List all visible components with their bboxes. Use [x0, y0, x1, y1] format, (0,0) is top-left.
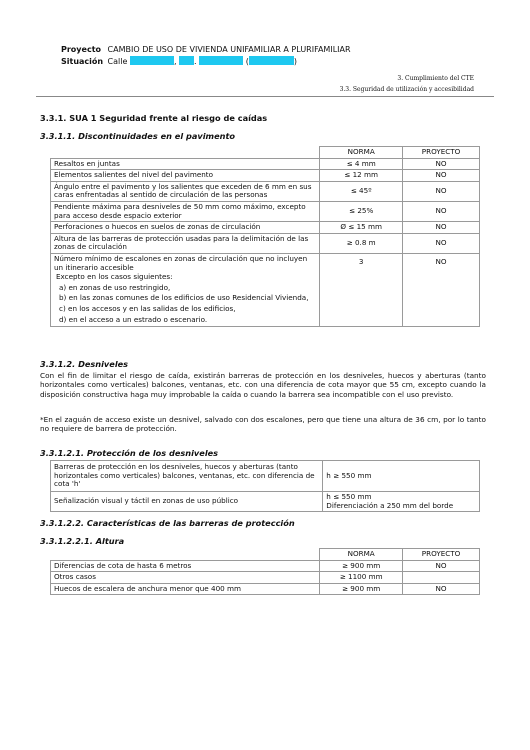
table-row	[51, 181, 480, 201]
running-head-chapter: 3. Cumplimiento del CTE	[397, 75, 474, 82]
redacted-street	[130, 56, 174, 65]
row-value-line: h ≤ 550 mm	[326, 492, 372, 501]
row-label: Elementos salientes del nivel del pavimento	[51, 170, 320, 182]
row-norma: ≤ 25%	[320, 201, 403, 221]
situacion-label: Situación	[61, 57, 104, 66]
subsection-title-discontinuidades: 3.3.1.1. Discontinuidades en el pavimento	[40, 131, 235, 141]
document-header	[61, 44, 351, 68]
row-label: Perforaciones o huecos en suelos de zonas de circulación	[51, 222, 320, 234]
table-row	[51, 560, 480, 572]
exceptions-intro: Excepto en los casos siguientes:	[56, 272, 173, 282]
proyecto-value: CAMBIO DE USO DE VIVIENDA UNIFAMILIAR A PLURIFAMILIAR	[107, 45, 351, 54]
separator: .	[194, 57, 197, 66]
table-row	[51, 492, 480, 512]
table-row	[51, 572, 480, 584]
table-row	[51, 170, 480, 182]
section-title: 3.3.1. SUA 1 Seguridad frente al riesgo de caídas	[40, 113, 268, 123]
table-header-empty	[51, 549, 320, 561]
proyecto-label: Proyecto	[61, 45, 102, 54]
paragraph-desniveles: Con el fin de limitar el riesgo de caída, existirán barreras de protección en los desniveles, huecos y aberturas (tanto horizontales como verticales) balcones, ventanas, etc. con una diferencia de cota mayor que 55 cm, excepto cuando la disposición constructiva haga muy improbable la caída o cuando la barrera sea incompatible con el uso previsto.	[40, 371, 486, 399]
row-proyecto: NO	[403, 170, 480, 182]
row-proyecto: NO	[403, 222, 480, 234]
column-header-norma: NORMA	[320, 147, 403, 159]
table-row	[51, 253, 480, 326]
row-norma: ≥ 0.8 m	[320, 233, 403, 253]
column-header-norma: NORMA	[320, 549, 403, 561]
row-norma: ≤ 45º	[320, 181, 403, 201]
row-label: Huecos de escalera de anchura menor que 400 mm	[51, 583, 320, 595]
subsection-title-proteccion: 3.3.1.2.1. Protección de los desniveles	[40, 448, 219, 458]
row-norma: ≥ 1100 mm	[320, 572, 403, 584]
exception-item: d) en el acceso a un estrado o escenario.	[59, 314, 208, 324]
paragraph-zaguan-note: *En el zaguán de acceso existe un desnivel, salvado con dos escalones, pero que tiene una altura de 36 cm, por lo tanto no requiere de barrera de protección.	[40, 415, 486, 434]
exception-item: b) en las zonas comunes de los edificios de uso Residencial Vivienda,	[59, 293, 309, 303]
table-row	[51, 222, 480, 234]
exception-item: a) en zonas de uso restringido,	[59, 282, 171, 292]
paren-open: (	[245, 57, 249, 66]
subsection-title-altura: 3.3.1.2.2.1. Altura	[40, 536, 125, 546]
column-header-proyecto: PROYECTO	[403, 147, 480, 159]
table-row	[51, 461, 480, 492]
redacted-number	[179, 56, 194, 65]
row-value-line: Diferenciación a 250 mm del borde	[326, 500, 454, 510]
row-norma: ≥ 900 mm	[320, 560, 403, 572]
row-norma: ≤ 12 mm	[320, 170, 403, 182]
row-label: Señalización visual y táctil en zonas de uso público	[51, 492, 323, 512]
row-proyecto: NO	[403, 181, 480, 201]
row-label: Pendiente máxima para desniveles de 50 mm como máximo, excepto para acceso desde espacio exterior	[51, 201, 320, 221]
table-proteccion	[50, 460, 480, 512]
table-header-empty	[51, 147, 320, 159]
header-divider	[36, 96, 494, 97]
column-header-proyecto: PROYECTO	[403, 549, 480, 561]
row-value	[323, 492, 480, 512]
table-row	[51, 201, 480, 221]
row-value: h ≥ 550 mm	[323, 461, 480, 492]
row-proyecto: NO	[403, 233, 480, 253]
row-proyecto: NO	[403, 253, 480, 326]
row-label: Número mínimo de escalones en zonas de circulación que no incluyen un itinerario accesible	[54, 253, 308, 272]
table-discontinuidades	[50, 146, 480, 327]
paren-close: )	[293, 57, 297, 66]
table-row	[51, 583, 480, 595]
subsection-title-desniveles: 3.3.1.2. Desniveles	[40, 359, 129, 369]
table-row	[51, 158, 480, 170]
exception-item: c) en los accesos y en las salidas de los edificios,	[59, 303, 236, 313]
situacion-prefix: Calle	[107, 57, 128, 66]
situacion-line	[61, 56, 351, 68]
row-label-with-exceptions	[51, 253, 320, 326]
row-norma: 3	[320, 253, 403, 326]
proyecto-line	[61, 44, 351, 56]
row-label: Diferencias de cota de hasta 6 metros	[51, 560, 320, 572]
row-proyecto: NO	[403, 583, 480, 595]
row-label: Otros casos	[51, 572, 320, 584]
row-norma: ≥ 900 mm	[320, 583, 403, 595]
row-label: Resaltos en juntas	[51, 158, 320, 170]
redacted-city	[199, 56, 243, 65]
redacted-province	[249, 56, 294, 65]
running-head-section: 3.3. Seguridad de utilización y accesibilidad	[339, 86, 474, 93]
row-proyecto	[403, 572, 480, 584]
row-label: Barreras de protección en los desniveles, huecos y aberturas (tanto horizontales como verticales) balcones, ventanas, etc. con diferencia de cota 'h'	[51, 461, 323, 492]
subsection-title-caracteristicas: 3.3.1.2.2. Características de las barreras de protección	[40, 518, 295, 528]
table-row	[51, 233, 480, 253]
row-norma: Ø ≤ 15 mm	[320, 222, 403, 234]
row-label: Ángulo entre el pavimento y los salientes que exceden de 6 mm en sus caras enfrentadas al sentido de circulación de las personas	[51, 181, 320, 201]
separator: ,	[173, 57, 177, 66]
row-norma: ≤ 4 mm	[320, 158, 403, 170]
row-proyecto: NO	[403, 201, 480, 221]
row-proyecto: NO	[403, 560, 480, 572]
row-label: Altura de las barreras de protección usadas para la delimitación de las zonas de circulación	[51, 233, 320, 253]
row-proyecto: NO	[403, 158, 480, 170]
running-head	[340, 73, 474, 95]
table-altura	[50, 548, 480, 595]
